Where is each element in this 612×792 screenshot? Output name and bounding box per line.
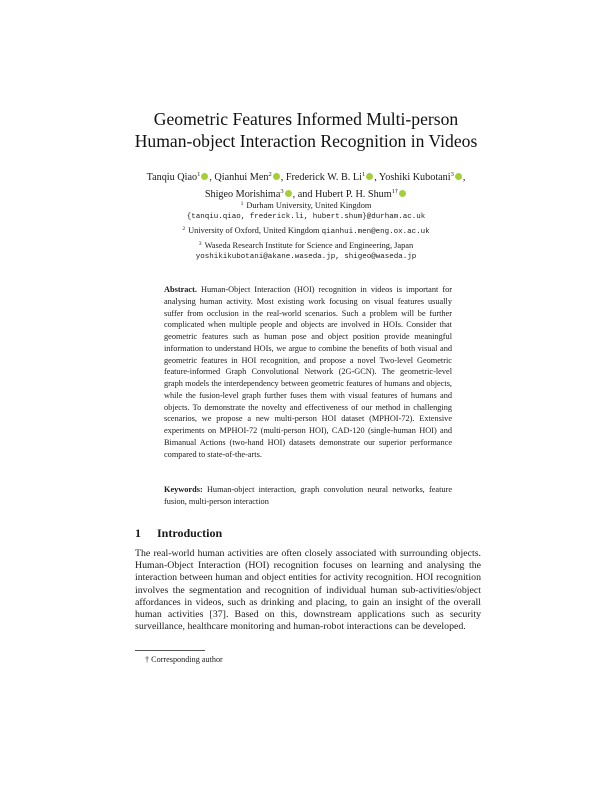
- section-title: Introduction: [157, 526, 223, 540]
- email-3[interactable]: yoshikikubotani@akane.waseda.jp, shigeo@waseda.jp: [195, 252, 417, 261]
- affiliation-mark: 3: [280, 188, 284, 195]
- affiliation-mark: 1: [197, 171, 201, 178]
- separator: ,: [280, 172, 286, 183]
- email-1[interactable]: {tanqiu.qiao, frederick.li, hubert.shum}@durham.ac.uk: [186, 212, 426, 221]
- affiliation-3: [140, 239, 472, 252]
- affiliation-number: 3: [198, 240, 202, 247]
- orcid-icon[interactable]: [273, 173, 280, 180]
- abstract: [164, 284, 452, 460]
- keywords: [164, 484, 452, 508]
- affiliation-mark: 3: [450, 171, 454, 178]
- keywords-text: Human-object interaction, graph convolution neural networks, feature fusion, multi-person interaction: [164, 485, 452, 506]
- author-name: Shigeo Morishima: [204, 189, 281, 200]
- affiliation-text: University of Oxford, United Kingdom: [188, 225, 320, 235]
- affiliation-1: [140, 199, 472, 212]
- footnote: † Corresponding author: [145, 655, 223, 664]
- author-list: Tanqiu Qiao$^1$ , Qianhui Men$^2$ , Frederick W. B. Li$^1$ , Yoshiki Kubotani$^3$ , Shigeo Morishima$^3$ , and Hubert P. H. Shum$^{1\dagger}$: [146, 171, 466, 200]
- abstract-label: Abstract.: [164, 285, 197, 294]
- affiliation-2: [140, 224, 472, 239]
- keywords-label: Keywords:: [164, 485, 203, 494]
- email-2[interactable]: qianhui.men@eng.ox.ac.uk: [321, 227, 430, 236]
- title-line-2: Human-object Interaction Recognition in Videos: [134, 131, 478, 151]
- author-name: Frederick W. B. Li: [285, 172, 362, 183]
- orcid-icon[interactable]: [285, 190, 292, 197]
- section-heading: [135, 526, 480, 541]
- author-name: Qianhui Men: [214, 172, 269, 183]
- paper-title: [110, 108, 502, 152]
- affiliation-text: Durham University, United Kingdom: [246, 201, 372, 210]
- section-number: 1: [135, 526, 141, 540]
- affiliation-mark: 1†: [391, 188, 399, 195]
- orcid-icon[interactable]: [455, 173, 462, 180]
- affiliations: [140, 199, 472, 264]
- affiliation-mark: 2: [268, 171, 272, 178]
- introduction-paragraph: The real-world human activities are often closely associated with surrounding objects. Human-Object Interaction (HOI) recognition focuses on learning and analysing the interaction between human and object entities for activity recognition. HOI recognition involves the segmentation and recognition of individual human sub-activities/object affordances in videos, such as drinking and placing, to gain an insight of the overall human activities [37]. Based on this, downstream applications such as security surveillance, healthcare monitoring and human-robot interactions can be developed.: [135, 548, 481, 633]
- abstract-text: Human-Object Interaction (HOI) recognition in videos is important for analysing human activity. Most existing work focusing on visual features usually suffer from occlusion in the real-world scenarios. Such a problem will be further complicated when multiple people and objects are involved in HOIs. Consider that geometric features such as human pose and object position provide meaningful information to understand HOIs, we argue to combine the benefits of both visual and geometric features in HOI recognition, and propose a novel Two-level Geometric feature-informed Graph Convolutional Network (2G-GCN). The geometric-level graph models the interdependency between geometric features of humans and objects, while the fusion-level graph further fuses them with visual features of humans and objects. To demonstrate the novelty and effectiveness of our method in challenging scenarios, we propose a new multi-person HOI dataset (MPHOI-72). Extensive experiments on MPHOI-72 (multi-person HOI), CAD-120 (single-human HOI) and Bimanual Actions (two-hand HOI) datasets demonstrate our superior performance compared to state-of-the-arts.: [164, 285, 452, 459]
- author-name: Yoshiki Kubotani: [378, 172, 451, 183]
- orcid-icon[interactable]: [201, 173, 208, 180]
- title-line-1: Geometric Features Informed Multi-person: [153, 109, 459, 129]
- affiliation-mark: 1: [361, 171, 366, 178]
- orcid-icon[interactable]: [366, 173, 373, 180]
- affiliation-number: 1: [240, 201, 244, 207]
- affiliation-number: 2: [182, 225, 186, 232]
- orcid-icon[interactable]: [399, 190, 406, 197]
- author-name: Tanqiu Qiao: [146, 172, 198, 183]
- separator: ,: [209, 172, 215, 183]
- affiliation-text: Waseda Research Institute for Science and Engineering, Japan: [204, 240, 414, 250]
- author-name: Hubert P. H. Shum: [314, 189, 392, 200]
- separator: , and: [292, 189, 315, 200]
- separator: ,: [374, 172, 379, 183]
- footnote-divider: [135, 650, 205, 651]
